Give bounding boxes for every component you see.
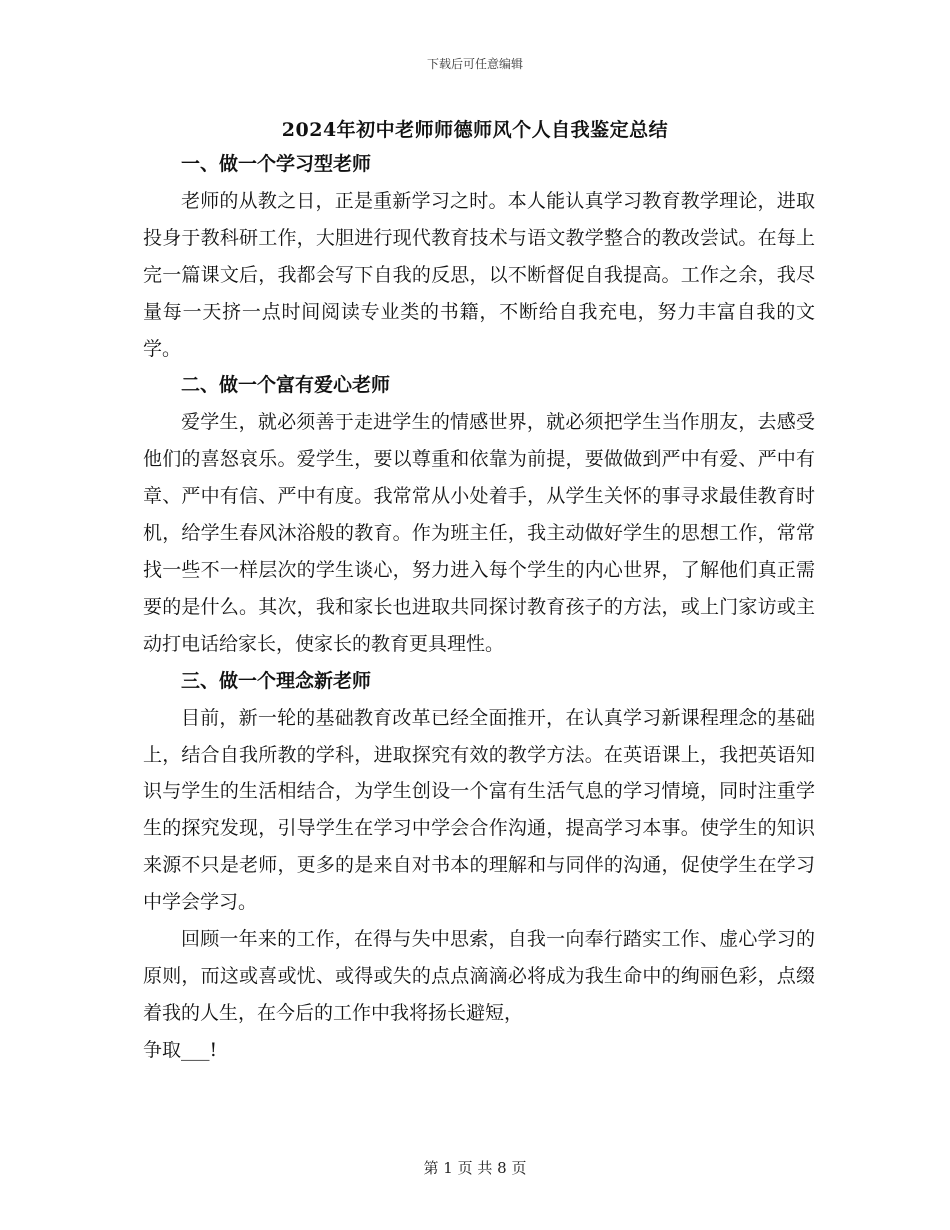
section-heading-2: 二、做一个富有爱心老师 (181, 374, 391, 397)
section-heading-3: 三、做一个理念新老师 (181, 669, 372, 692)
page-number: 第 1 页 共 8 页 (423, 1159, 527, 1177)
closing-paragraph: 回顾一年来的工作，在得与失中思索，自我一向奉行踏实工作、虚心学习的原则，而这或喜或忧、或得或失的点点滴滴必将成为我生命中的绚丽色彩，点缀着我的人生，在今后的工作中我将扬长避短， (143, 928, 815, 1024)
closing-last-line: 争取___! (143, 1038, 218, 1061)
section-paragraph-1: 老师的从教之日，正是重新学习之时。本人能认真学习教育教学理论，进取投身于教科研工作，大胆进行现代教育技术与语文教学整合的教改尝试。在每上完一篇课文后，我都会写下自我的反思，以不断督促自我提高。工作之余，我尽量每一天挤一点时间阅读专业类的书籍，不断给自我充电，努力丰富自我的文学。 (143, 189, 815, 360)
header-note: 下载后可任意编辑 (426, 57, 523, 71)
document-body (143, 146, 815, 1069)
document-title: 2024年初中老师师德师风个人自我鉴定总结 (281, 119, 669, 141)
section-paragraph-3: 目前，新一轮的基础教育改革已经全面推开，在认真学习新课程理念的基础上，结合自我所教的学科，进取探究有效的教学方法。在英语课上，我把英语知识与学生的生活相结合，为学生创设一个富有生活气息的学习情境，同时注重学生的探究发现，引导学生在学习中学会合作沟通，提高学习本事。使学生的知识来源不只是老师，更多的是来自对书本的理解和与同伴的沟通，促使学生在学习中学会学习。 (143, 706, 815, 914)
section-paragraph-2: 爱学生，就必须善于走进学生的情感世界，就必须把学生当作朋友，去感受他们的喜怒哀乐。爱学生，要以尊重和依靠为前提，要做做到严中有爱、严中有章、严中有信、严中有度。我常常从小处着手，从学生关怀的事寻求最佳教育时机，给学生春风沐浴般的教育。作为班主任，我主动做好学生的思想工作，常常找一些不一样层次的学生谈心，努力进入每个学生的内心世界，了解他们真正需要的是什么。其次，我和家长也进取共同探讨教育孩子的方法，或上门家访或主动打电话给家长，使家长的教育更具理性。 (143, 411, 815, 655)
section-heading-1: 一、做一个学习型老师 (181, 153, 372, 175)
